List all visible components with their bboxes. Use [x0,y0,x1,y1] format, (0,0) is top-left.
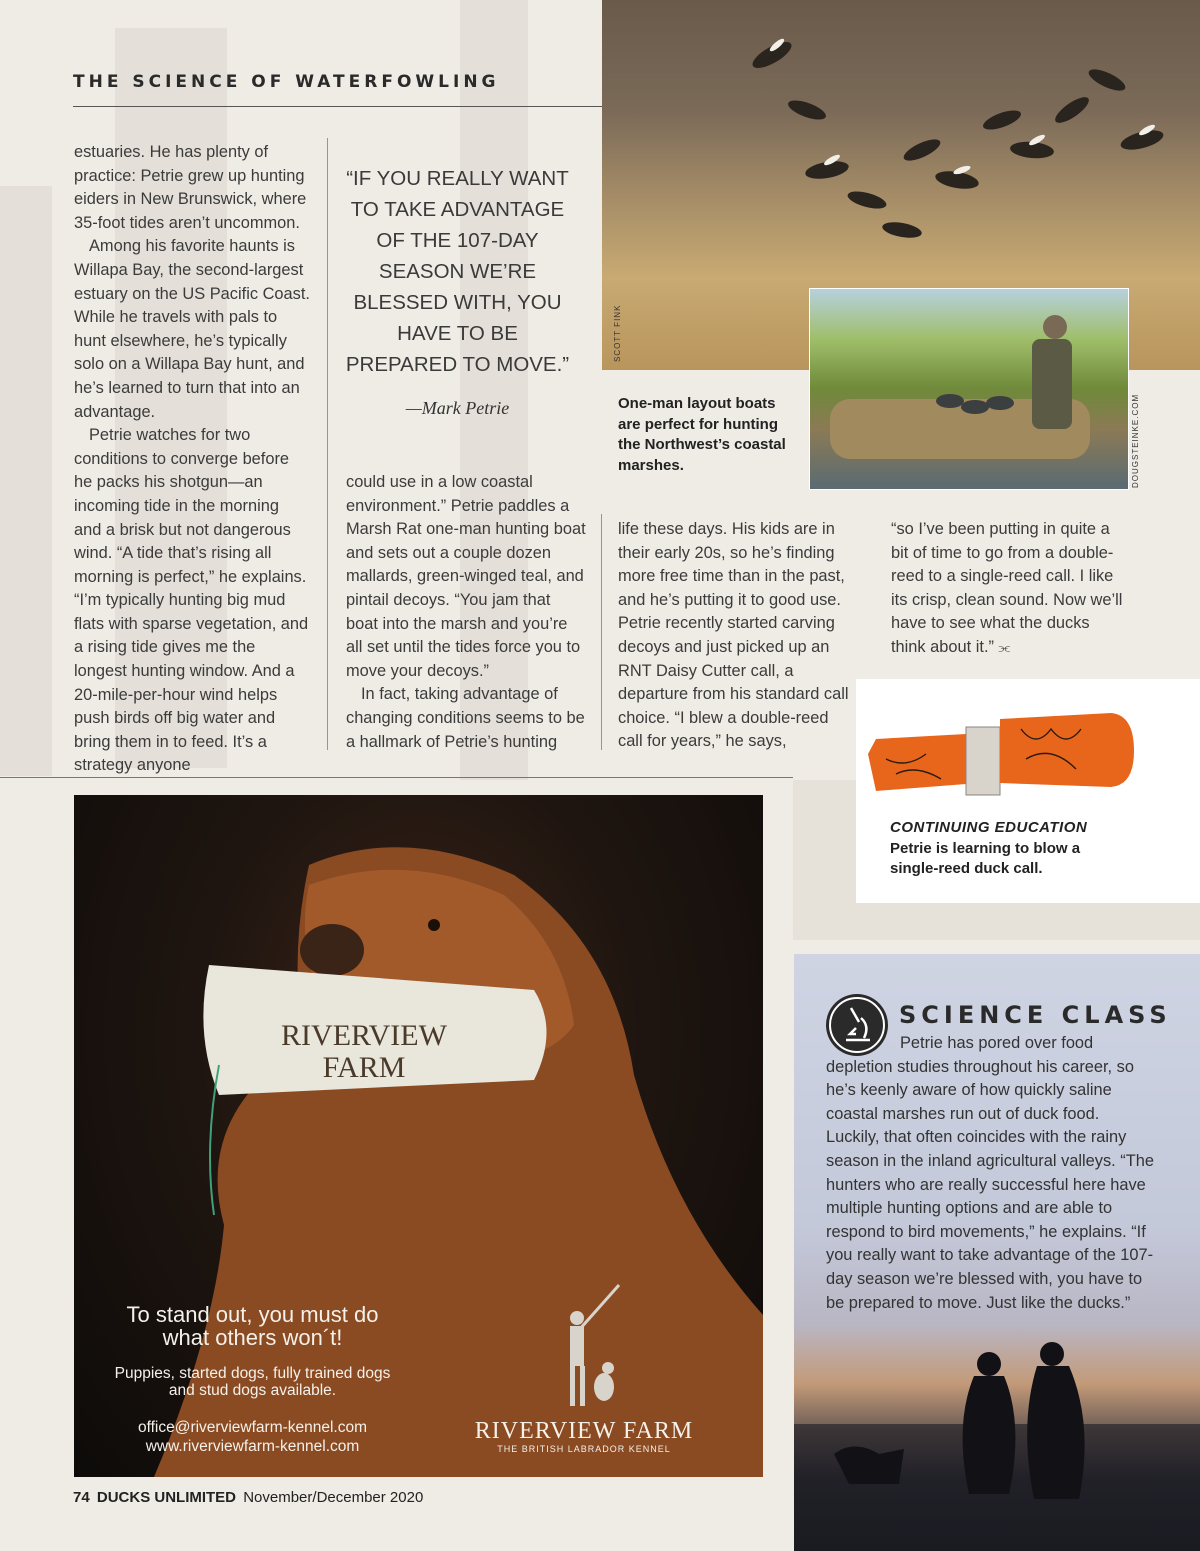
photo-credit: DOUGSTEINKE.COM [1131,393,1140,488]
column-divider [601,514,602,750]
dog-eye [428,919,440,931]
duck-call-illustration [856,679,1200,809]
header-rule [73,106,602,107]
paragraph: could use in a low coastal environment.” Petrie paddles a Marsh Rat one-man hunting boat and sets out a couple dozen mallards, green-winged teal, and pintail decoys. “You jam that boat into the marsh and you’re all set until the tides force you to move your decoys.” [346,473,586,680]
article-column-4 [891,518,1127,660]
dog-nose [300,924,364,976]
paragraph: estuaries. He has plenty of practice: Petrie grew up hunting eiders in New Brunswick, where 35-foot tides aren’t uncommon. [74,143,307,232]
bumper-text-1: RIVERVIEW [281,1019,447,1052]
call-insert [1000,713,1134,787]
paragraph: Petrie watches for two conditions to converge before he packs his shotgun—an incoming tide in the morning and a brisk but not dangerous wind. “A tide that’s rising all morning is perfect,” he explains. “I’m typically hunting big mud flats with sparse vegetation, and a rising tide gives me the longest hunting window. And a 20-mile-per-hour wind helps push birds off big water and bring them in to feed. It’s a strategy anyone [74,426,309,775]
ad-email: office@riverviewfarm-kennel.com [137,1419,368,1436]
boat-photo-caption: One-man layout boats are perfect for hunting the Northwest’s coastal marshes. [618,395,786,474]
wing-highlights [768,37,1156,176]
ad-tagline: To stand out, you must do what others won´t! [126,1302,379,1350]
call-caption-title: CONTINUING EDUCATION [890,819,1088,836]
background-decoration [0,186,52,776]
call-barrel [868,734,966,791]
page-number: 74 [73,1489,90,1506]
ad-brand: RIVERVIEW FARM [474,1418,694,1444]
pull-quote-attribution: —Mark Petrie [405,398,510,418]
article-column-1 [74,141,310,778]
science-class-body [826,1032,1156,1315]
article-column-3 [618,518,854,754]
science-class-text: Petrie has pored over food depletion studies throughout his career, so he’s keenly aware of how quickly saline coastal marshes run out of duck food. Luckily, that often coincides with the rainy season in the inland agricultural valleys. “The hunters who are really successful here have multiple hunting options and are able to respond to bird movements,” he explains. “If you really want to take advantage of the 107-day season we’re blessed with, you have to be prepared to move. Just like the ducks.” [826,1034,1154,1312]
hunter-in-boat-illustration [810,289,1128,489]
publication-name: DUCKS UNLIMITED [96,1489,237,1506]
ad-subline: Puppies, started dogs, fully trained dogs and stud dogs available. [114,1365,391,1399]
issue-date: November/December 2020 [243,1489,424,1506]
section-title: THE SCIENCE OF WATERFOWLING [73,72,500,92]
ad-website: www.riverviewfarm-kennel.com [145,1438,360,1455]
page-folio [73,1489,423,1506]
hunter-head [1043,315,1067,339]
photo-credit: SCOTT FINK [613,304,622,362]
section-rule [0,777,793,778]
call-caption: Petrie is learning to blow a single-reed duck call. [890,840,1081,877]
paragraph [891,518,1127,660]
paragraph: Among his favorite haunts is Willapa Bay, the second-largest estuary on the US Pacific Coast. While he travels with pals to hunt elsewhere, he’s typically solo on a Willapa Bay hunt, and he’s learned to turn that into an advantage. [74,237,310,421]
bumper-text-2: FARM [322,1051,406,1084]
ad-brand-sub: THE BRITISH LABRADOR KENNEL [497,1444,671,1454]
layout-boat-photo [809,288,1129,490]
riverview-farm-ad [74,795,763,1477]
pull-quote: “IF YOU REALLY WANT TO TAKE ADVANTAGE OF THE 107-DAY SEASON WE’RE BLESSED WITH, YOU HAVE TO BE PREPARED TO MOVE.” [345,167,570,376]
paragraph: life these days. His kids are in their early 20s, so he’s finding more free time than in the past, and he’s putting it to good use. Petrie recently started carving decoys and just picked up an RNT Daisy Cutter call, a departure from his standard call choice. “I blew a double-reed call for years,” he says, [618,520,849,751]
call-band [966,727,1000,795]
hunter-body [1032,339,1072,429]
column-divider [327,138,328,750]
flock-silhouettes [749,37,1165,240]
paragraph: In fact, taking advantage of changing conditions seems to be a hallmark of Petrie’s hunting [346,685,585,751]
end-mark-duck-icon: ⫘ [998,639,1011,655]
article-column-2 [346,471,586,754]
science-class-title: SCIENCE CLASS [899,1001,1172,1029]
paragraph-text: “so I’ve been putting in quite a bit of time to go from a double-reed to a single-reed call. I like its crisp, clean sound. Now we’ll have to see what the ducks think about it.” [891,520,1123,656]
